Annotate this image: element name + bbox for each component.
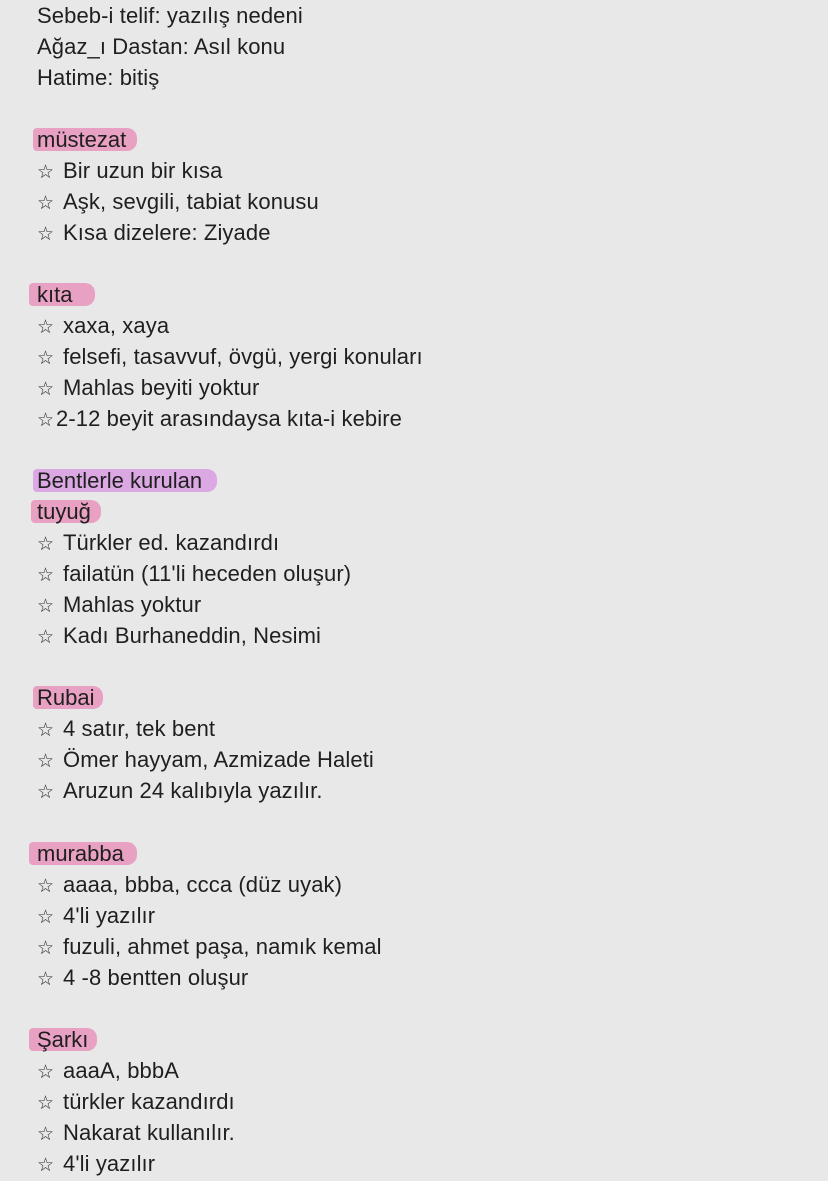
star-icon: ☆ (37, 1154, 55, 1176)
list-item: ☆ xaxa, xaya (37, 310, 169, 341)
list-item: ☆ Nakarat kullanılır. (37, 1117, 235, 1148)
star-icon: ☆ (37, 409, 55, 431)
list-item: ☆ aaaa, bbba, ccca (düz uyak) (37, 869, 342, 900)
list-item: ☆ 4 -8 bentten oluşur (37, 962, 248, 993)
star-icon: ☆ (37, 1123, 55, 1145)
list-item: ☆ Ömer hayyam, Azmizade Haleti (37, 744, 374, 775)
list-item: ☆2-12 beyit arasındaysa kıta-i kebire (37, 403, 402, 434)
list-item: ☆ Mahlas beyiti yoktur (37, 372, 259, 403)
star-icon: ☆ (37, 223, 55, 245)
section-heading-kita: kıta (37, 279, 72, 310)
star-icon: ☆ (37, 1061, 55, 1083)
list-item: ☆ fuzuli, ahmet paşa, namık kemal (37, 931, 382, 962)
list-item: ☆ aaaA, bbbA (37, 1055, 179, 1086)
section-heading-bentlerle-kurulan: Bentlerle kurulan (37, 465, 202, 496)
list-item: ☆ felsefi, tasavvuf, övgü, yergi konuları (37, 341, 423, 372)
section-heading-murabba: murabba (37, 838, 124, 869)
star-icon: ☆ (37, 906, 55, 928)
star-icon: ☆ (37, 781, 55, 803)
list-item: ☆ Mahlas yoktur (37, 589, 201, 620)
section-heading-rubai: Rubai (37, 682, 94, 713)
star-icon: ☆ (37, 316, 55, 338)
star-icon: ☆ (37, 378, 55, 400)
intro-line: Sebeb-i telif: yazılış nedeni (37, 3, 303, 28)
list-item: ☆ Türkler ed. kazandırdı (37, 527, 279, 558)
star-icon: ☆ (37, 161, 55, 183)
star-icon: ☆ (37, 750, 55, 772)
intro-line: Ağaz_ı Dastan: Asıl konu (37, 34, 286, 59)
section-heading-tuyug: tuyuğ (37, 496, 91, 527)
section-heading-sarki: Şarkı (37, 1024, 88, 1055)
star-icon: ☆ (37, 968, 55, 990)
star-icon: ☆ (37, 192, 55, 214)
star-icon: ☆ (37, 719, 55, 741)
star-icon: ☆ (37, 347, 55, 369)
star-icon: ☆ (37, 937, 55, 959)
list-item: ☆ Kadı Burhaneddin, Nesimi (37, 620, 321, 651)
list-item: ☆ 4'li yazılır (37, 1148, 155, 1179)
list-item: ☆ failatün (11'li heceden oluşur) (37, 558, 351, 589)
list-item: ☆ Kısa dizelere: Ziyade (37, 217, 271, 248)
list-item: ☆ 4 satır, tek bent (37, 713, 215, 744)
star-icon: ☆ (37, 1092, 55, 1114)
list-item: ☆ 4'li yazılır (37, 900, 155, 931)
star-icon: ☆ (37, 626, 55, 648)
section-heading-mustezat: müstezat (37, 124, 126, 155)
list-item: ☆ Aruzun 24 kalıbıyla yazılır. (37, 775, 323, 806)
star-icon: ☆ (37, 595, 55, 617)
star-icon: ☆ (37, 533, 55, 555)
list-item: ☆ Aşk, sevgili, tabiat konusu (37, 186, 319, 217)
list-item: ☆ Bir uzun bir kısa (37, 155, 222, 186)
list-item: ☆ türkler kazandırdı (37, 1086, 235, 1117)
star-icon: ☆ (37, 564, 55, 586)
star-icon: ☆ (37, 875, 55, 897)
intro-line: Hatime: bitiş (37, 65, 160, 90)
